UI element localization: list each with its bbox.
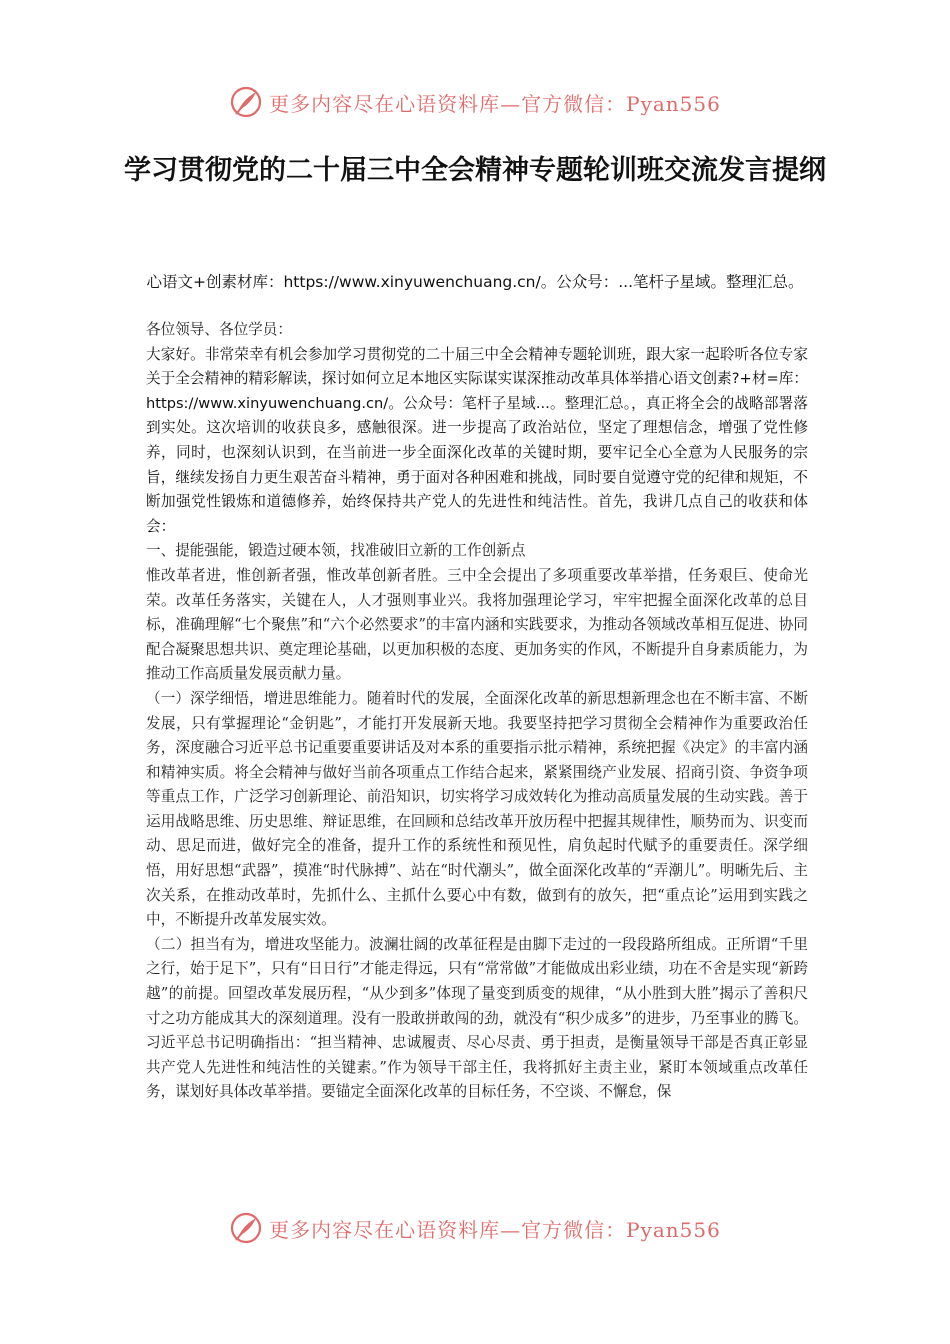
watermark-banner-bottom [0, 1208, 950, 1248]
subsection-paragraph-2: （二）担当有为，增进攻坚能力。波澜壮阔的改革征程是由脚下走过的一段段路所组成。正所谓“千里之行，始于足下”，只有“日日行”才能走得远，只有“常常做”才能做成出彩业绩，功在不舍是实现“新跨越”的前提。回望改革发展历程，“从少到多”体现了量变到质变的规律，“从小胜到大胜”揭示了善积尺寸之功方能成其大的深刻道理。没有一股敢拼敢闯的劲，就没有“积少成多”的进步，乃至事业的腾飞。习近平总书记明确指出：“担当精神、忠诚履责、尽心尽责、勇于担责，是衡量领导干部是否真正彰显共产党人先进性和纯洁性的关键素。”作为领导干部主任，我将抓好主责主业，紧盯本领域重点改革任务，谋划好具体改革举措。要锚定全面深化改革的目标任务，不空谈、不懈怠，保 [146, 935, 808, 1101]
document-title: 学习贯彻党的二十届三中全会精神专题轮训班交流发言提纲 [124, 155, 826, 186]
subsection-paragraph-1: （一）深学细悟，增进思维能力。随着时代的发展，全面深化改革的新思想新理念也在不断丰富、不断发展，只有掌握理论“金钥匙”，才能打开发展新天地。我要坚持把学习贯彻全会精神作为重要政治任务，深度融合习近平总书记重要重要讲话及对本系的重要指示批示精神，系统把握《决定》的丰富内涵和精神实质。将全会精神与做好当前各项重点工作结合起来，紧紧围绕产业发展、招商引资、争资争项等重点工作，广泛学习创新理论、前沿知识，切实将学习成效转化为推动高质量发展的生动实践。善于运用战略思维、历史思维、辩证思维，在回顾和总结改革开放历程中把握其规律性，顺势而为、识变而动、思足而进，做好完全的准备，提升工作的系统性和预见性，肩负起时代赋予的重要责任。深学细悟，用好思想“武器”，摸准“时代脉搏”、站在“时代潮头”，做全面深化改革的“弄潮儿”。明晰先后、主次关系，在推动改革时，先抓什么、主抓什么要心中有数，做到有的放矢，把“重点论”运用到实践之中，不断提升改革发展实效。 [146, 689, 808, 929]
source-line: 心语文+创素材库：https://www.xinyuwenchuang.cn/。公众号：...笔杆子星域。整理汇总。 [146, 273, 804, 291]
quill-logo-icon [229, 85, 263, 119]
intro-paragraph: 大家好。非常荣幸有机会参加学习贯彻党的二十届三中全会精神专题轮训班，跟大家一起聆听各位专家关于全会精神的精彩解读，探讨如何立足本地区实际谋实谋深推动改革具体举措心语文创素?+材=库：https://www.xinyuwenchuang.cn/。公众号：笔杆子星域...。整理汇总。，真正将全会的战略部署落到实处。这次培训的收获良多，感触很深。进一步提高了政治站位，坚定了理想信念，增强了党性修养，同时，也深刻认识到，在当前进一步全面深化改革的关键时期，要牢记全心全意为人民服务的宗旨，继续发扬自力更生艰苦奋斗精神，勇于面对各种困难和挑战，同时要自觉遵守党的纪律和规矩，不断加强党性锻炼和道德修养，始终保持共产党人的先进性和纯洁性。首先，我讲几点自己的收获和体会： [146, 345, 808, 535]
quill-logo-icon [229, 1211, 263, 1245]
document-body [146, 318, 808, 1105]
watermark-text: 更多内容尽在心语资料库—官方微信：Pyan556 [269, 1217, 721, 1242]
watermark-text: 更多内容尽在心语资料库—官方微信：Pyan556 [269, 91, 721, 116]
section-heading-1: 一、提能强能，锻造过硬本领，找准破旧立新的工作创新点 [146, 542, 526, 560]
section-paragraph-1: 惟改革者进，惟创新者强，惟改革创新者胜。三中全会提出了多项重要改革举措，任务艰巨、使命光荣。改革任务落实，关键在人，人才强则事业兴。我将加强理论学习，牢牢把握全面深化改革的总目标，准确理解“七个聚焦”和“六个必然要求”的丰富内涵和实践要求，为推动各领域改革相互促进、协同配合凝聚思想共识、奠定理论基础，以更加积极的态度、更加务实的作风，不断提升自身素质能力，为推动工作高质量发展贡献力量。 [146, 566, 808, 683]
watermark-banner-top [0, 82, 950, 122]
salutation: 各位领导、各位学员： [146, 321, 292, 338]
